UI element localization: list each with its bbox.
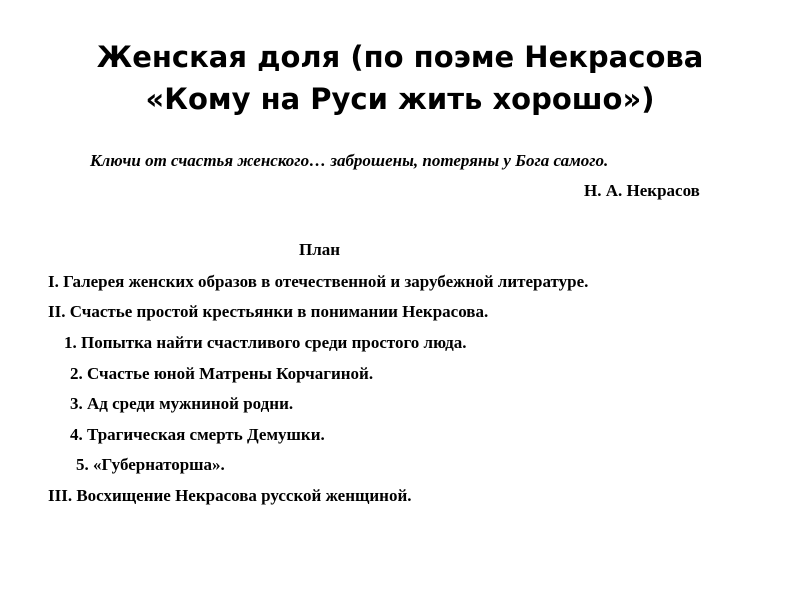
plan-item-2-1: 1. Попытка найти счастливого среди простого люда. (64, 333, 467, 352)
page-title-line-1: Женская доля (по поэме Некрасова (96, 40, 704, 74)
plan-item-2-3: 3. Ад среди мужниной родни. (70, 394, 294, 413)
plan-item-2-4: 4. Трагическая смерть Демушки. (70, 425, 325, 444)
plan-item-2: II. Счастье простой крестьянки в понимании Некрасова. (48, 302, 489, 321)
plan-item-2-5: 5. «Губернаторша». (76, 455, 225, 474)
page-title-line-2: «Кому на Руси жить хорошо») (145, 82, 655, 116)
plan-item-3: III. Восхищение Некрасова русской женщиной. (48, 486, 412, 505)
epigraph-author: Н. А. Некрасов (584, 181, 700, 200)
epigraph-quote: Ключи от счастья женского… заброшены, потеряны у Бога самого. (90, 151, 609, 170)
plan-item-1: I. Галерея женских образов в отечественной и зарубежной литературе. (48, 272, 589, 291)
plan-heading: План (299, 240, 341, 259)
plan-item-2-2: 2. Счастье юной Матрены Корчагиной. (70, 364, 374, 383)
page-title (0, 36, 800, 120)
